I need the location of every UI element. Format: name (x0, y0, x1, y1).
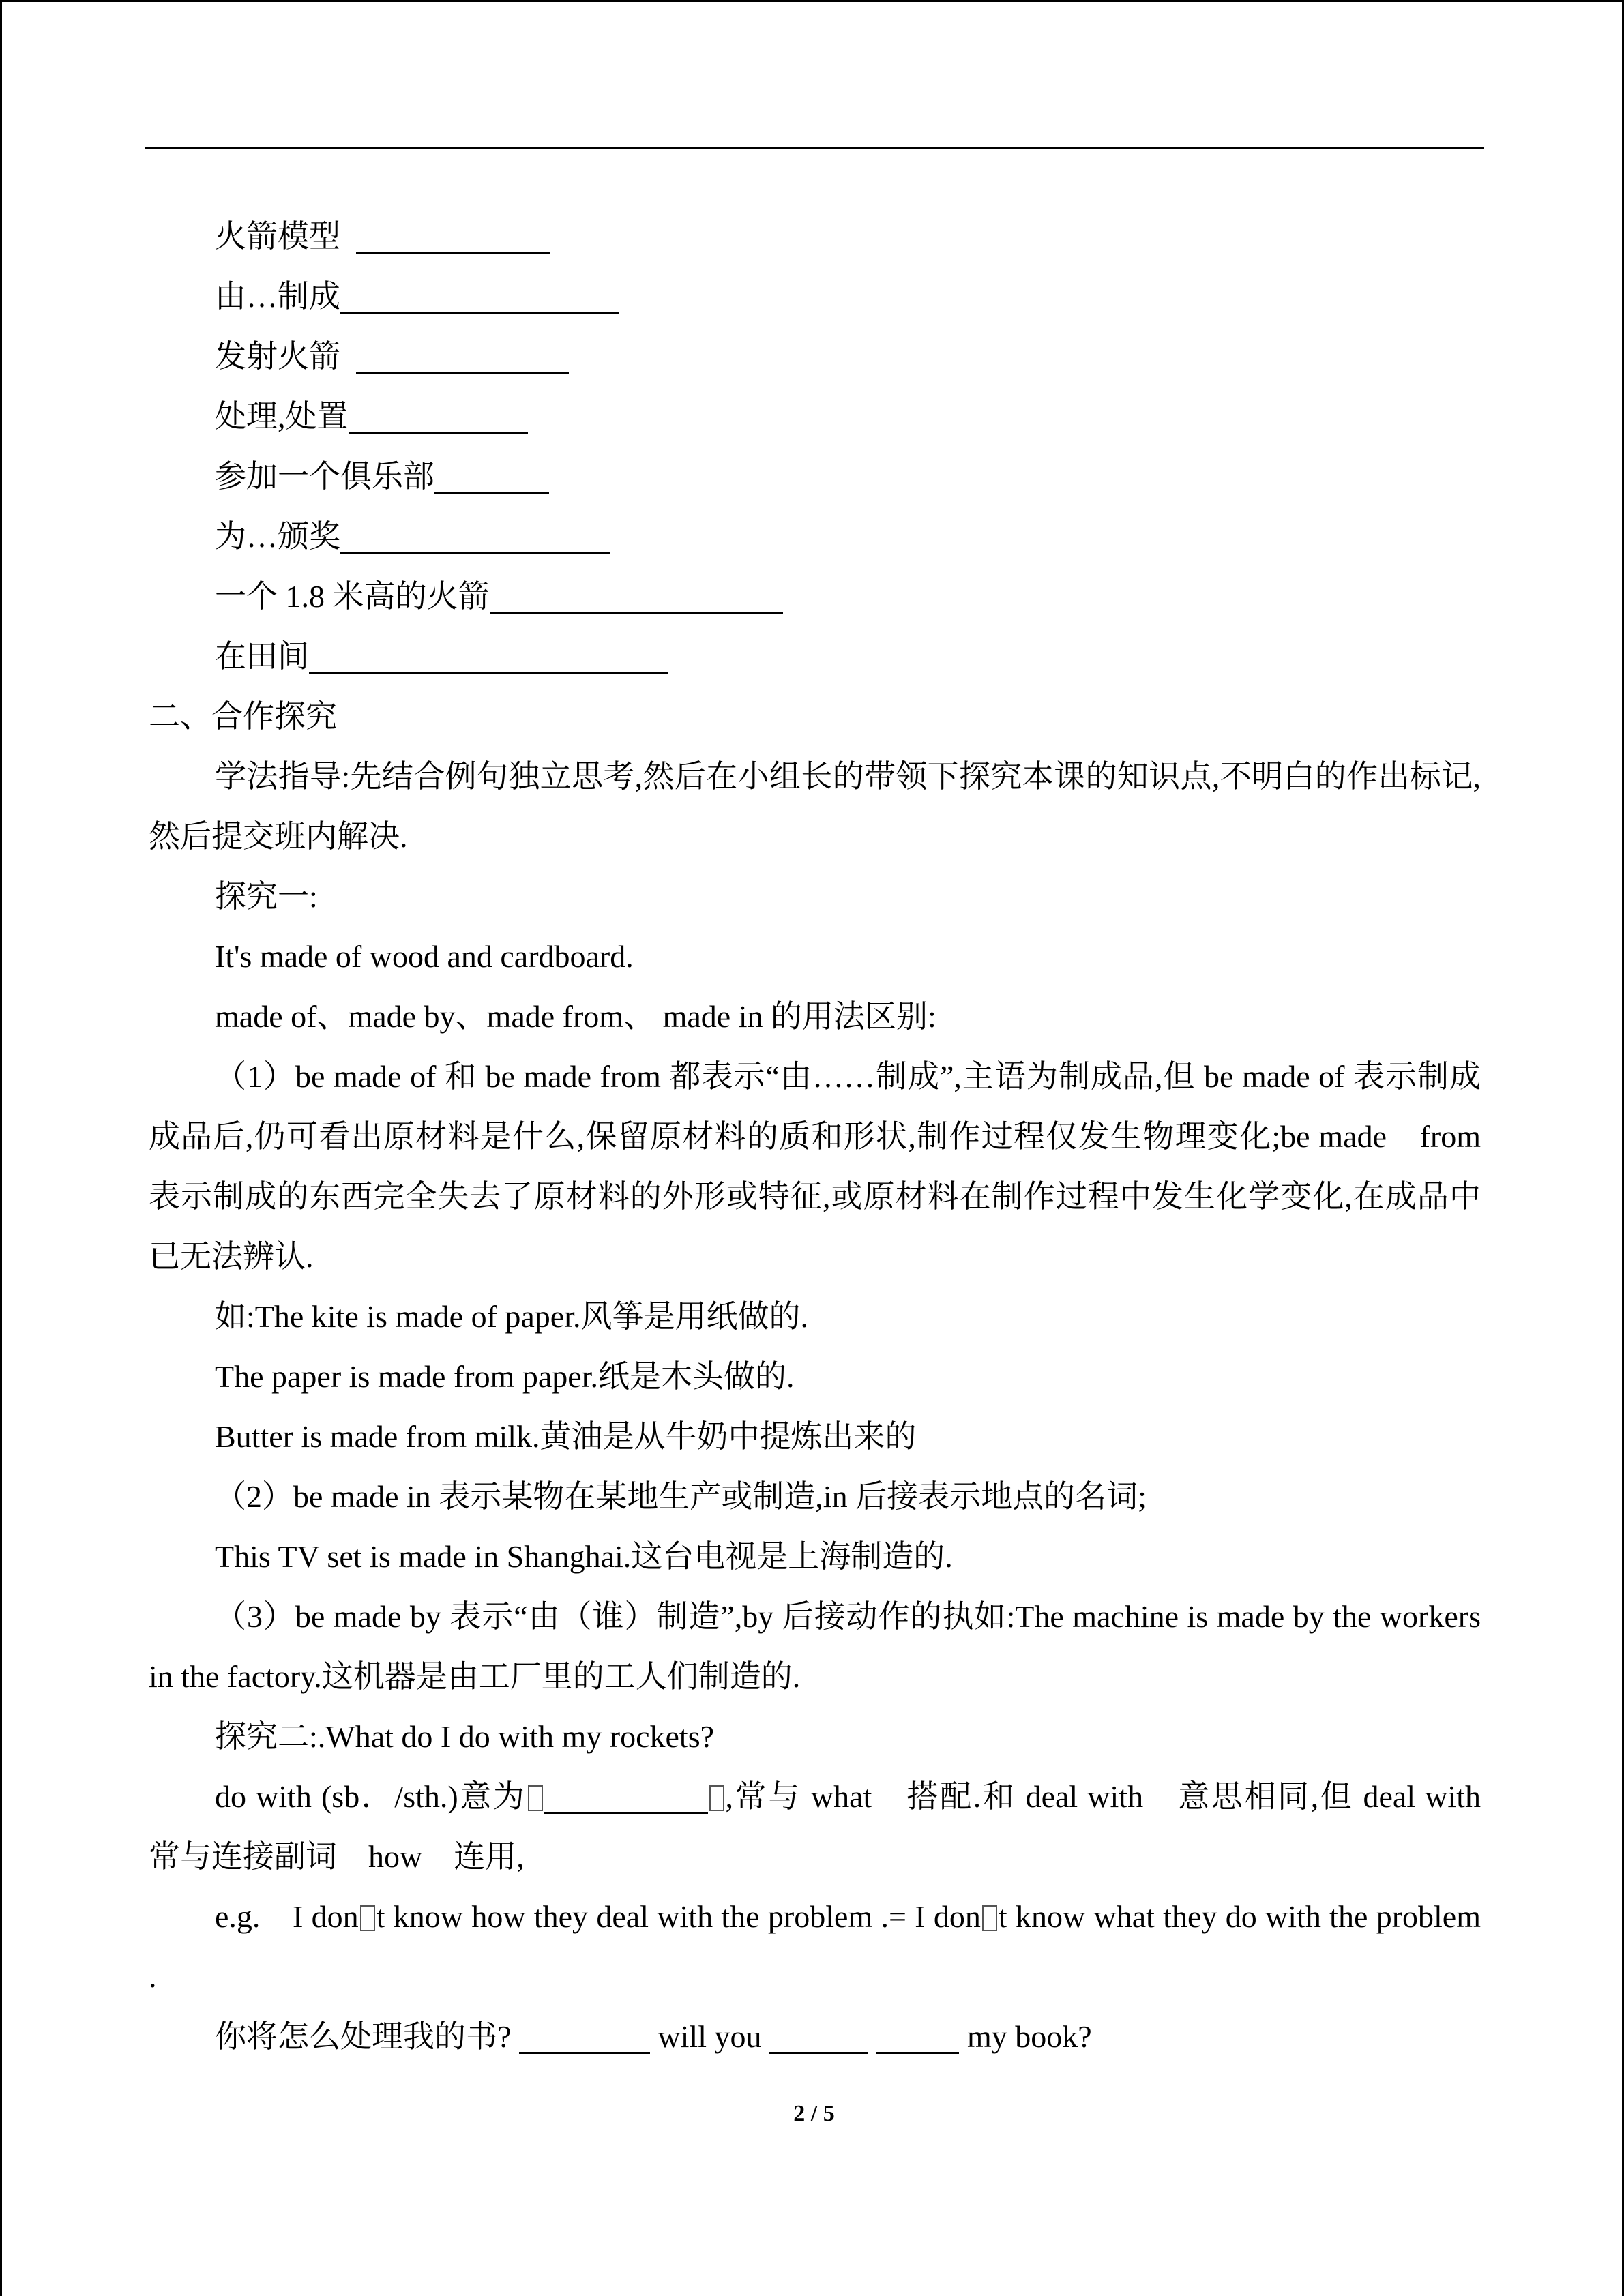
vocab-item: 一个 1.8 米高的火箭 (149, 567, 1481, 627)
answer-blank[interactable] (434, 460, 549, 494)
example-sentence: 如:The kite is made of paper.风筝是用纸做的. (215, 1299, 809, 1334)
do-with-explanation: do with (sb．/sth.)意为 ,常与 what 搭配.和 deal with 意思相同,但 deal with 常与连接副词 how 连用, (149, 1779, 1512, 1874)
example-sentence: Butter is made from milk.黄油是从牛奶中提炼出来的 (215, 1419, 917, 1454)
answer-blank[interactable] (876, 2021, 959, 2054)
vocab-item: 火箭模型 (149, 207, 1481, 267)
page-number: 2 / 5 (793, 2101, 835, 2126)
answer-blank[interactable] (769, 2021, 868, 2054)
answer-blank[interactable] (340, 280, 619, 314)
header-rule (145, 147, 1484, 149)
answer-blank[interactable] (356, 340, 569, 374)
usage-point-1: （1）be made of 和 be made from 都表示“由……制成”,主语为制成品,但 be made of 表示制成成品后,仍可看出原材料是什么,保留原材料的质和形状,制作过程仅发生物理变化;be made from 表示制成的东西完全失去了原材料的外形或特征,或原材料在制作过程中发生化学变化,在成品中已无法辨认. (149, 1059, 1481, 1274)
page-content (149, 207, 1512, 2067)
example-sentence: The paper is made from paper.纸是木头做的. (215, 1359, 795, 1394)
vocab-item: 发射火箭 (149, 327, 1481, 387)
answer-blank[interactable] (544, 1780, 708, 1814)
missing-glyph-box (360, 1905, 375, 1931)
explore-1-title: 探究一: (215, 879, 318, 914)
usage-point-2: （2）be made in 表示某物在某地生产或制造,in 后接表示地点的名词; (215, 1479, 1147, 1514)
vocab-item: 为…颁奖 (149, 507, 1481, 567)
usage-question: made of、made by、made from、 made in 的用法区别: (215, 999, 936, 1034)
explore-2-title: 探究二:.What do I do with my rockets? (215, 1719, 715, 1754)
exercise-question: 你将怎么处理我的书? will you my book? (215, 2019, 1092, 2054)
answer-blank[interactable] (340, 520, 610, 554)
usage-point-3: （3）be made by 表示“由（谁）制造”,by 后接动作的执如:The machine is made by the workers in the factory.这机器是由工厂里的工人们制造的. (149, 1599, 1481, 1694)
missing-glyph-box (982, 1905, 997, 1931)
study-guide: 学法指导:先结合例句独立思考,然后在小组长的带领下探究本课的知识点,不明白的作出标记,然后提交班内解决. (149, 759, 1481, 854)
answer-blank[interactable] (490, 580, 783, 614)
example-sentence: This TV set is made in Shanghai.这台电视是上海制造的. (215, 1539, 953, 1574)
missing-glyph-box (709, 1785, 724, 1811)
answer-blank[interactable] (349, 400, 528, 434)
missing-glyph-box (528, 1785, 543, 1811)
answer-blank[interactable] (356, 220, 550, 254)
example-eg: e.g. I don t know how they deal with the problem .= I don t know what they do with the problem . (149, 1899, 1481, 1994)
example-sentence: It's made of wood and cardboard. (215, 939, 634, 974)
vocab-item: 参加一个俱乐部 (149, 447, 1481, 507)
vocab-item: 处理,处置 (149, 387, 1481, 447)
vocab-item: 在田间 (149, 627, 1481, 687)
section-heading: 二、合作探究 (149, 699, 337, 734)
answer-blank[interactable] (309, 640, 668, 674)
answer-blank[interactable] (519, 2021, 650, 2054)
vocab-item: 由…制成 (149, 267, 1481, 327)
